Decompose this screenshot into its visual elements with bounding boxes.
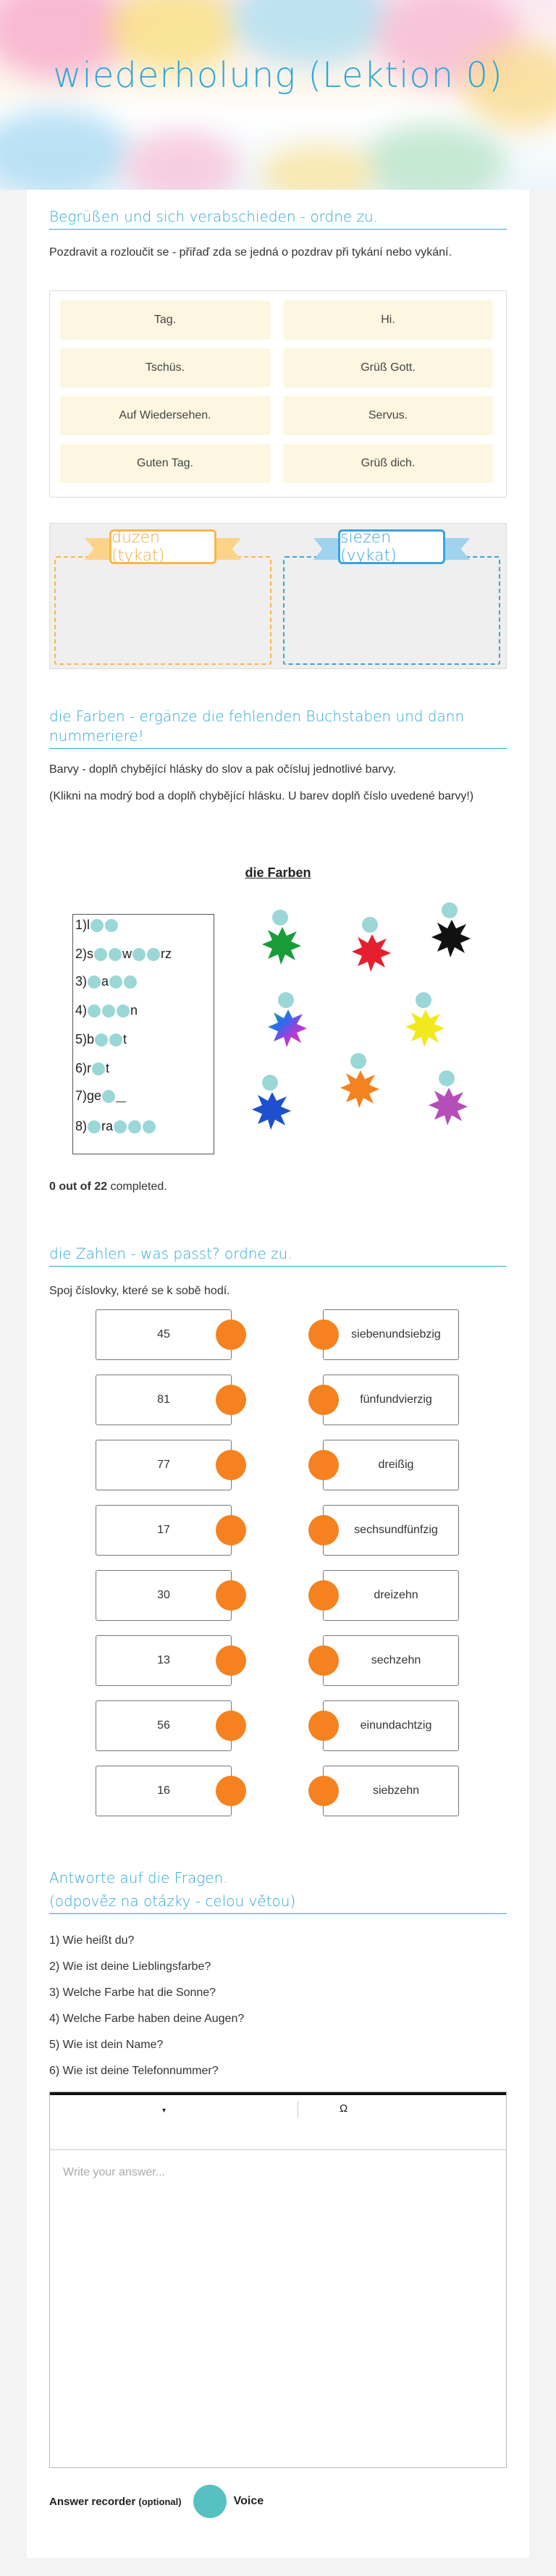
connector-left[interactable] <box>216 1450 246 1480</box>
splash-shape <box>352 934 391 972</box>
match-right-item[interactable]: sechzehn <box>323 1635 459 1686</box>
word-number: 8) <box>75 1119 88 1133</box>
question-line: 3) Welche Farbe hat die Sonne? <box>49 1986 216 1999</box>
word-fragment: w <box>122 947 132 961</box>
match-right-item[interactable]: siebenundsiebzig <box>323 1309 459 1360</box>
word-fragment: rz <box>161 947 172 961</box>
section-title-greetings: Begrüßen und sich verabschieden - ordne zu. <box>49 207 507 230</box>
section-instruction-colors: Barvy - doplň chybějící hlásky do slov a pak očísluj jednotlivé barvy. <box>49 763 397 776</box>
recorder-optional-text: (optional) <box>138 2496 182 2507</box>
recorder-label <box>49 2496 182 2508</box>
watercolor-blob <box>123 130 239 190</box>
word-row <box>73 947 215 974</box>
splash-shape <box>262 927 301 965</box>
match-left-item[interactable]: 17 <box>96 1505 232 1556</box>
word-row <box>73 1061 215 1088</box>
recorder-label-text: Answer recorder <box>49 2495 136 2508</box>
connector-right[interactable] <box>308 1515 339 1545</box>
connector-left[interactable] <box>216 1776 246 1806</box>
color-splash-green <box>259 921 306 968</box>
connector-left[interactable] <box>216 1385 246 1415</box>
sort-card[interactable]: Grüß Gott. <box>283 348 493 387</box>
word-fragment: t <box>106 1061 110 1075</box>
match-right-item[interactable]: dreizehn <box>323 1570 459 1621</box>
match-left-item[interactable]: 30 <box>96 1570 232 1621</box>
match-left-item[interactable]: 45 <box>96 1309 232 1360</box>
sort-card[interactable]: Servus. <box>283 396 493 435</box>
number-dot[interactable] <box>416 992 431 1008</box>
splash-icon <box>265 1004 311 1050</box>
section-instruction-colors-2: (Klikni na modrý bod a doplň chybějící hlásku. U barev doplň číslo uvedené barvy!) <box>49 790 474 802</box>
word-row <box>73 918 215 945</box>
section-title-colors: die Farben - ergänze die fehlenden Buchstaben und dann nummeriere! <box>49 707 507 749</box>
sort-card[interactable]: Tschüs. <box>60 348 270 387</box>
sort-buckets <box>49 523 507 669</box>
progress-count: 0 out of 22 <box>49 1180 108 1193</box>
word-row <box>73 1003 215 1031</box>
match-left-item[interactable]: 81 <box>96 1375 232 1425</box>
blank-dot[interactable] <box>105 919 118 932</box>
sort-card[interactable]: Grüß dich. <box>283 444 493 483</box>
section-subtitle-questions: (odpověz na otázky - celou větou) <box>49 1892 507 1914</box>
connector-right[interactable] <box>308 1385 339 1415</box>
blank-dot[interactable] <box>109 948 122 961</box>
watercolor-blob <box>0 109 130 190</box>
blank-dot[interactable] <box>109 976 122 989</box>
match-left-item[interactable]: 77 <box>96 1440 232 1490</box>
question-line: 2) Wie ist deine Lieblingsfarbe? <box>49 1960 211 1973</box>
watercolor-blob <box>362 123 507 190</box>
blank-line <box>116 1091 126 1102</box>
blank-dot[interactable] <box>88 976 101 989</box>
answer-recorder <box>49 2484 264 2519</box>
word-number: 6) <box>75 1061 88 1075</box>
connector-right[interactable] <box>308 1645 339 1676</box>
number-dot[interactable] <box>262 1075 278 1091</box>
connector-right[interactable] <box>308 1320 339 1350</box>
blank-dot[interactable] <box>132 948 146 961</box>
answer-editor <box>49 2092 507 2468</box>
section-instruction-greetings: Pozdravit a rozloučit se - přiřaď zda se jedná o pozdrav při tykání nebo vykání. <box>49 246 452 259</box>
sort-card[interactable]: Hi. <box>283 301 493 340</box>
splash-shape <box>252 1092 291 1130</box>
blank-dot[interactable] <box>147 948 160 961</box>
splash-icon <box>403 1004 449 1050</box>
word-fragment: r <box>87 1061 92 1075</box>
splash-icon <box>429 914 475 960</box>
splash-icon <box>249 1086 295 1133</box>
ribbon-duzen <box>85 528 241 566</box>
word-fragment: b <box>87 1032 95 1046</box>
special-character-icon[interactable]: Ω <box>340 2102 348 2115</box>
voice-label: Voice <box>233 2495 264 2507</box>
blank-dot[interactable] <box>92 1062 105 1075</box>
blank-dot[interactable] <box>95 1033 108 1046</box>
color-splash-yellow <box>403 1004 449 1050</box>
word-row <box>73 1119 215 1146</box>
word-fragment: s <box>87 947 94 961</box>
word-fragment: ge <box>87 1088 102 1103</box>
word-number: 7) <box>75 1088 88 1103</box>
sort-card[interactable]: Guten Tag. <box>60 444 270 483</box>
match-left-item[interactable]: 16 <box>96 1766 232 1816</box>
section-title-questions: Antworte auf die Fragen. <box>49 1869 228 1887</box>
blank-dot[interactable] <box>114 1120 127 1133</box>
color-splash-multicolor <box>265 1004 311 1050</box>
word-fragment: a <box>101 974 109 989</box>
word-number: 5) <box>75 1032 88 1046</box>
header-banner <box>0 0 556 190</box>
splash-shape <box>405 1010 445 1047</box>
answer-textarea[interactable]: Write your answer... <box>63 2166 166 2178</box>
connector-left[interactable] <box>216 1515 246 1545</box>
section-instruction-numbers: Spoj číslovky, které se k sobě hodí. <box>49 1285 230 1297</box>
match-right-item[interactable]: dreißig <box>323 1440 459 1490</box>
record-voice-button[interactable] <box>193 2485 227 2518</box>
connector-right[interactable] <box>308 1450 339 1480</box>
splash-icon <box>259 921 306 968</box>
splash-icon <box>349 928 395 975</box>
ribbon-siezen <box>313 528 470 566</box>
format-dropdown-icon[interactable]: ▾ <box>162 2107 167 2115</box>
color-splash-red <box>349 928 395 975</box>
editor-toolbar <box>50 2092 506 2150</box>
blank-dot[interactable] <box>128 1120 141 1133</box>
bucket-label-duzen: duzen (tykat) <box>109 529 216 564</box>
match-left-item[interactable]: 13 <box>96 1635 232 1686</box>
number-dot[interactable] <box>278 992 294 1008</box>
question-line: 6) Wie ist deine Telefonnummer? <box>49 2065 219 2077</box>
color-splash-orange <box>337 1065 384 1111</box>
blank-dot[interactable] <box>102 1090 115 1103</box>
match-right-item[interactable]: siebzehn <box>323 1766 459 1816</box>
word-number: 2) <box>75 947 88 961</box>
section-title-numbers: die Zahlen - was passt? ordne zu. <box>49 1244 507 1267</box>
match-left-item[interactable]: 56 <box>96 1700 232 1751</box>
page-title: wiederholung (Lektion 0) <box>53 55 503 96</box>
question-line: 4) Welche Farbe haben deine Augen? <box>49 2013 245 2025</box>
color-splash-black <box>429 914 475 960</box>
connector-left[interactable] <box>216 1580 246 1611</box>
match-right-item[interactable]: einundachtzig <box>323 1700 459 1751</box>
watercolor-blob <box>261 145 376 190</box>
bucket-siezen[interactable] <box>283 556 500 665</box>
connector-left[interactable] <box>216 1645 246 1676</box>
match-right-item[interactable]: fünfundvierzig <box>323 1375 459 1425</box>
word-fragment: l <box>87 918 90 932</box>
progress-text <box>49 1180 167 1193</box>
blank-dot[interactable] <box>94 948 107 961</box>
word-fragment: ra <box>101 1119 114 1133</box>
bucket-label-siezen: siezen (vykat) <box>338 529 445 564</box>
splash-icon <box>426 1082 472 1128</box>
sort-card[interactable]: Tag. <box>60 301 270 340</box>
splash-shape <box>340 1070 379 1108</box>
connector-right[interactable] <box>308 1776 339 1806</box>
blank-dot[interactable] <box>109 1033 122 1046</box>
word-list-box <box>72 914 214 1154</box>
blank-dot[interactable] <box>124 976 137 989</box>
word-row <box>73 974 215 1002</box>
blank-dot[interactable] <box>117 1004 130 1018</box>
match-right-item[interactable]: sechsundfünfzig <box>323 1505 459 1556</box>
number-dot[interactable] <box>439 1070 455 1086</box>
blank-dot[interactable] <box>90 919 104 932</box>
connector-right[interactable] <box>308 1711 339 1741</box>
blank-dot[interactable] <box>88 1120 101 1133</box>
splash-icon <box>337 1065 384 1111</box>
word-number: 3) <box>75 974 88 989</box>
question-line: 1) Wie heißt du? <box>49 1934 135 1947</box>
connector-right[interactable] <box>308 1580 339 1611</box>
splash-shape <box>429 1088 468 1125</box>
bucket-duzen[interactable] <box>54 556 271 665</box>
sort-card[interactable]: Auf Wiedersehen. <box>60 396 270 435</box>
blank-dot[interactable] <box>102 1004 115 1018</box>
connector-left[interactable] <box>216 1711 246 1741</box>
word-fragment: n <box>130 1003 138 1018</box>
question-line: 5) Wie ist dein Name? <box>49 2039 164 2051</box>
color-splash-purple <box>426 1082 472 1128</box>
word-number: 1) <box>75 918 88 932</box>
splash-shape <box>431 920 471 957</box>
sort-cards-area <box>49 290 507 498</box>
number-dot[interactable] <box>442 902 458 918</box>
word-number: 4) <box>75 1003 88 1018</box>
number-dot[interactable] <box>272 910 288 926</box>
word-row <box>73 1032 215 1060</box>
connector-left[interactable] <box>216 1320 246 1350</box>
number-dot[interactable] <box>362 917 378 933</box>
word-row <box>73 1088 215 1116</box>
number-dot[interactable] <box>350 1053 366 1069</box>
blank-dot[interactable] <box>143 1120 156 1133</box>
blank-dot[interactable] <box>88 1004 101 1018</box>
progress-suffix: completed. <box>110 1180 167 1193</box>
splash-shape <box>268 1010 307 1047</box>
colors-image-title: die Farben <box>245 865 311 880</box>
color-splash-blue <box>249 1086 295 1133</box>
word-fragment: t <box>123 1032 127 1046</box>
